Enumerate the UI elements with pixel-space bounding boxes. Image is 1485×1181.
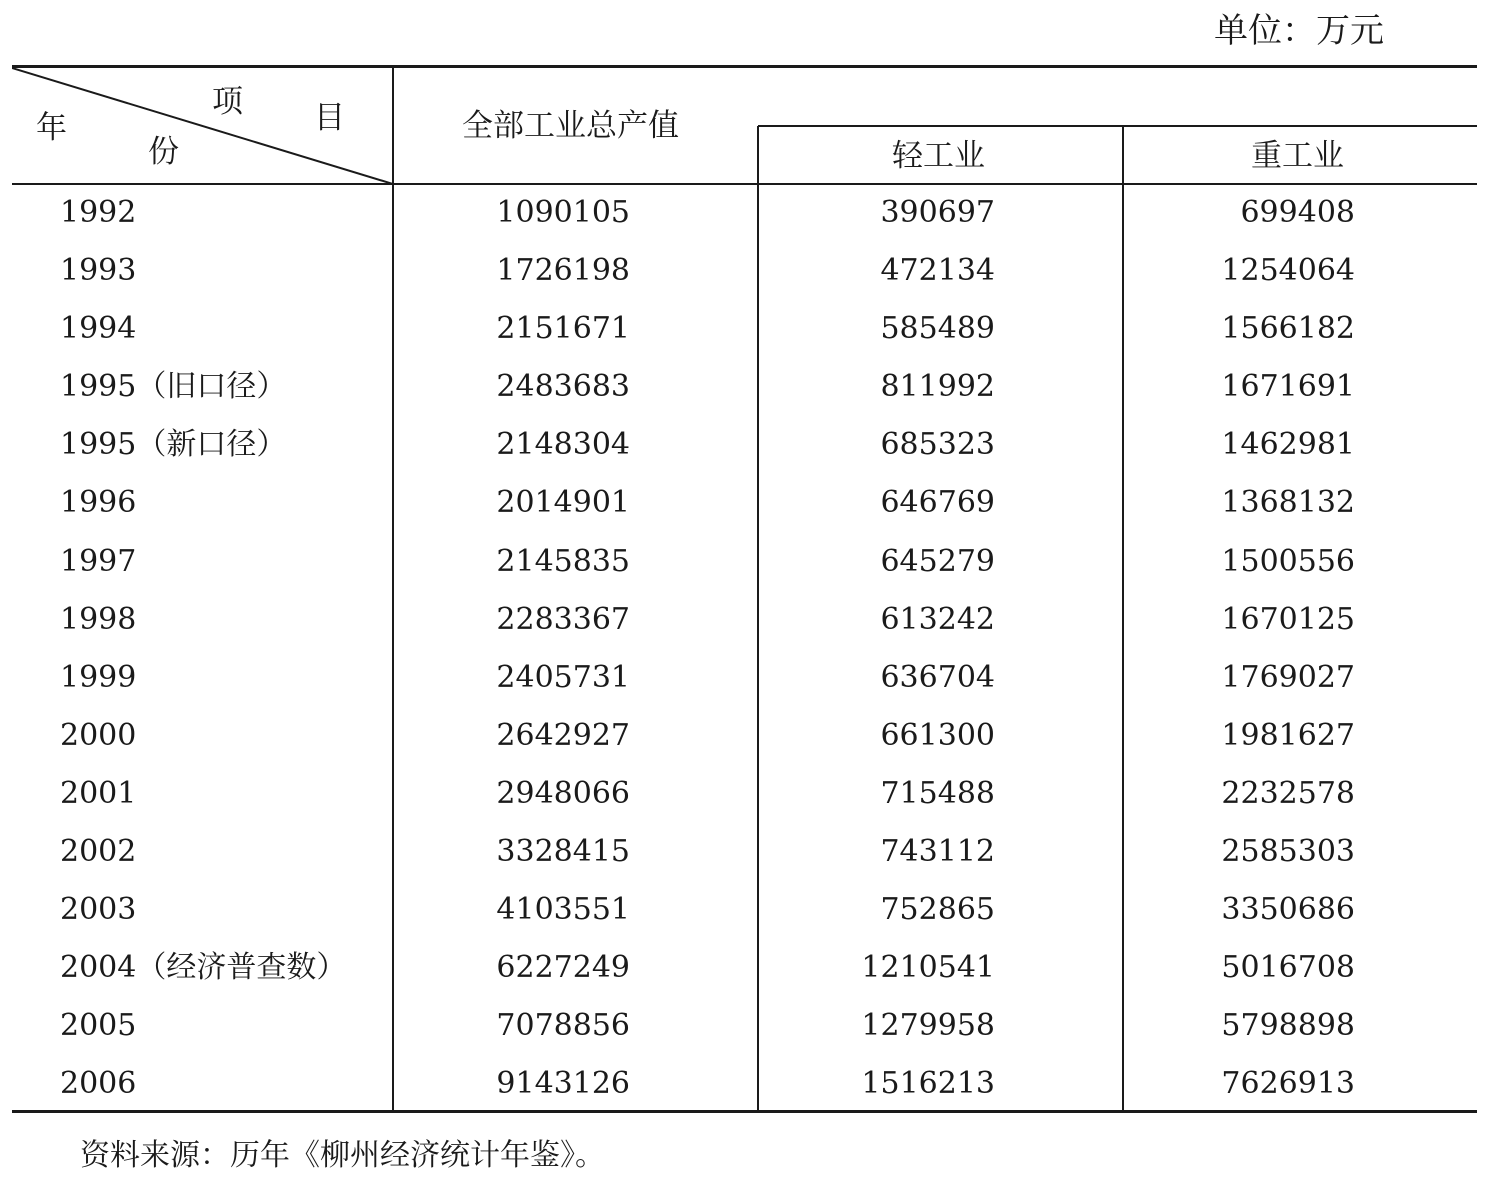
light-industry-cell: 661300 — [880, 717, 995, 753]
unit-label: 单位：万元 — [1214, 11, 1384, 51]
header-year-char: 份 — [148, 134, 179, 170]
table-row — [0, 301, 1485, 359]
year-cell: 2005 — [60, 1008, 137, 1044]
heavy-industry-cell: 7626913 — [1221, 1066, 1355, 1102]
table-row — [0, 475, 1485, 533]
heavy-industry-cell: 2585303 — [1221, 834, 1355, 870]
light-industry-cell: 1279958 — [861, 1008, 995, 1044]
table-row — [0, 998, 1485, 1056]
light-industry-cell: 613242 — [880, 601, 995, 637]
light-industry-cell: 585489 — [880, 311, 995, 347]
table-row — [0, 708, 1485, 766]
year-cell: 1992 — [60, 195, 137, 230]
total-output-cell: 2948066 — [496, 775, 630, 811]
table-row — [0, 824, 1485, 882]
table-row — [0, 940, 1485, 998]
column-group-rule — [758, 125, 1477, 127]
total-output-cell: 2151671 — [496, 311, 630, 347]
year-cell: 2004（经济普查数） — [60, 950, 347, 986]
light-industry-cell: 1210541 — [861, 950, 995, 986]
heavy-industry-cell: 2232578 — [1221, 775, 1355, 811]
header-light-industry: 轻工业 — [892, 138, 985, 174]
heavy-industry-cell: 1981627 — [1221, 717, 1355, 753]
year-cell: 1993 — [60, 253, 137, 289]
light-industry-cell: 811992 — [880, 369, 995, 405]
total-output-cell: 2283367 — [496, 601, 630, 637]
total-output-cell: 2483683 — [496, 369, 630, 405]
total-output-cell: 2014901 — [496, 485, 630, 521]
table-row — [0, 592, 1485, 650]
table-row — [0, 185, 1485, 243]
light-industry-cell: 743112 — [880, 834, 995, 870]
table-row — [0, 417, 1485, 475]
year-cell: 1997 — [60, 543, 137, 579]
heavy-industry-cell: 1671691 — [1221, 369, 1355, 405]
heavy-industry-cell: 1670125 — [1221, 601, 1355, 637]
year-cell: 2002 — [60, 834, 137, 870]
year-cell: 2006 — [60, 1066, 137, 1102]
total-output-cell: 6227249 — [496, 950, 630, 986]
light-industry-cell: 752865 — [880, 892, 995, 928]
year-cell: 2001 — [60, 775, 137, 811]
total-output-cell: 4103551 — [496, 892, 630, 928]
table-body — [0, 185, 1485, 1115]
total-output-cell: 1090105 — [496, 195, 630, 230]
table-row — [0, 534, 1485, 592]
table-row — [0, 766, 1485, 824]
heavy-industry-cell: 5798898 — [1221, 1008, 1355, 1044]
light-industry-cell: 390697 — [880, 195, 995, 230]
total-output-cell: 2145835 — [496, 543, 630, 579]
year-cell: 1995（新口径） — [60, 427, 287, 463]
total-output-cell: 9143126 — [496, 1066, 630, 1102]
year-cell: 1999 — [60, 659, 137, 695]
heavy-industry-cell: 1769027 — [1221, 659, 1355, 695]
light-industry-cell: 645279 — [880, 543, 995, 579]
total-output-cell: 1726198 — [496, 253, 630, 289]
table-row — [0, 243, 1485, 301]
heavy-industry-cell: 1462981 — [1221, 427, 1355, 463]
light-industry-cell: 715488 — [880, 775, 995, 811]
header-item-char: 目 — [314, 100, 345, 136]
light-industry-cell: 1516213 — [861, 1066, 995, 1102]
light-industry-cell: 472134 — [880, 253, 995, 289]
table-row — [0, 882, 1485, 940]
total-output-cell: 2405731 — [496, 659, 630, 695]
year-cell: 1996 — [60, 485, 137, 521]
light-industry-cell: 685323 — [880, 427, 995, 463]
table-row — [0, 1056, 1485, 1114]
table-row — [0, 359, 1485, 417]
year-cell: 1995（旧口径） — [60, 369, 287, 405]
year-cell: 2003 — [60, 892, 137, 928]
total-output-cell: 7078856 — [496, 1008, 630, 1044]
year-cell: 2000 — [60, 717, 137, 753]
light-industry-cell: 646769 — [880, 485, 995, 521]
header-heavy-industry: 重工业 — [1251, 138, 1344, 174]
total-output-cell: 3328415 — [496, 834, 630, 870]
heavy-industry-cell: 1566182 — [1221, 311, 1355, 347]
table-row — [0, 650, 1485, 708]
heavy-industry-cell: 1368132 — [1221, 485, 1355, 521]
heavy-industry-cell: 1254064 — [1221, 253, 1355, 289]
light-industry-cell: 636704 — [880, 659, 995, 695]
header-year-char: 年 — [36, 110, 67, 146]
heavy-industry-cell: 699408 — [1240, 195, 1355, 230]
year-cell: 1998 — [60, 601, 137, 637]
heavy-industry-cell: 1500556 — [1221, 543, 1355, 579]
heavy-industry-cell: 3350686 — [1221, 892, 1355, 928]
total-output-cell: 2642927 — [496, 717, 630, 753]
header-total-output: 全部工业总产值 — [462, 108, 679, 144]
year-cell: 1994 — [60, 311, 137, 347]
source-note: 资料来源：历年《柳州经济统计年鉴》。 — [80, 1138, 605, 1173]
heavy-industry-cell: 5016708 — [1221, 950, 1355, 986]
header-item-char: 项 — [212, 84, 243, 120]
total-output-cell: 2148304 — [496, 427, 630, 463]
